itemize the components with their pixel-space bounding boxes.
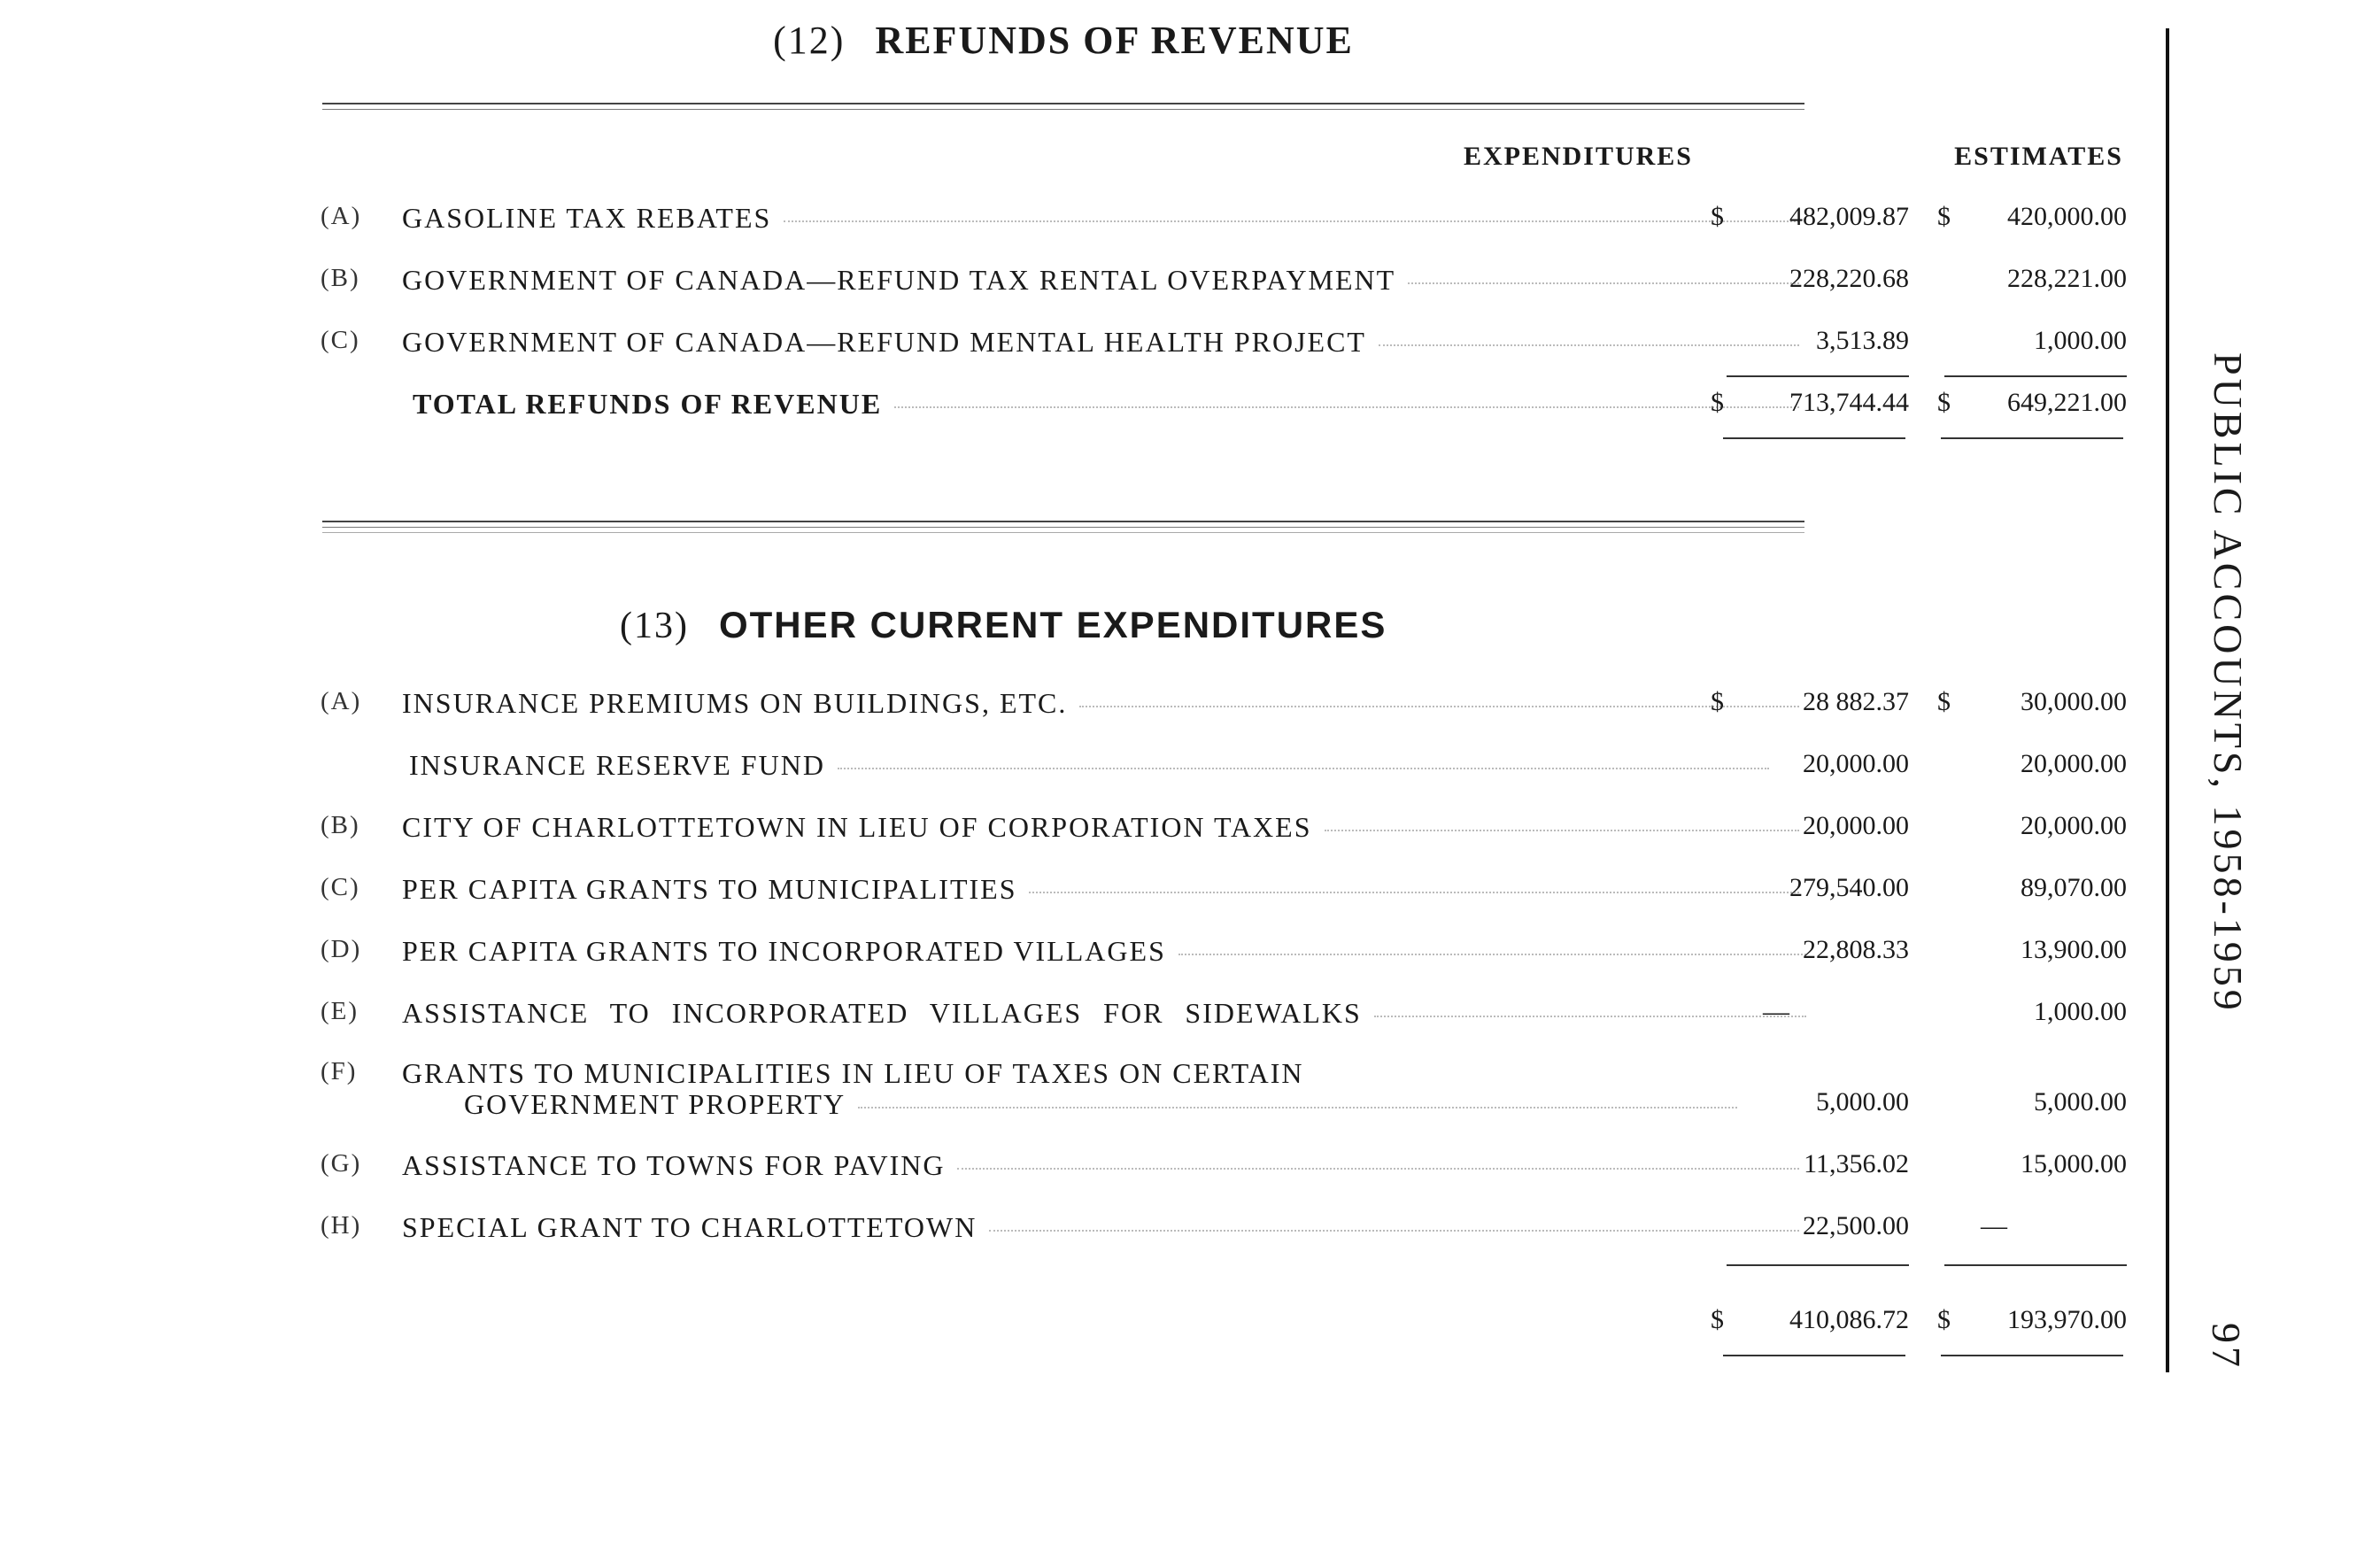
table-row xyxy=(321,264,2127,299)
row-letter: (B) xyxy=(321,264,360,292)
section-13-heading: OTHER CURRENT EXPENDITURES xyxy=(718,604,1387,645)
estimate-amount: — xyxy=(1981,1211,2007,1240)
expenditure-amount: 11,356.02 xyxy=(1804,1149,1909,1178)
estimate-amount: 15,000.00 xyxy=(2021,1149,2127,1178)
total-description: TOTAL REFUNDS OF REVENUE xyxy=(413,388,1829,421)
dollar-sign: $ xyxy=(1711,1305,1724,1334)
subtotal-rule xyxy=(1944,1264,2127,1266)
dollar-sign: $ xyxy=(1711,687,1724,716)
total-expenditure-amount: 410,086.72 xyxy=(1789,1305,1909,1334)
row-letter: (A) xyxy=(321,202,362,230)
row-letter: (C) xyxy=(321,326,360,354)
row-description: GASOLINE TAX REBATES xyxy=(402,202,1819,235)
expenditure-amount: 3,513.89 xyxy=(1816,326,1909,355)
total-estimate-amount: 649,221.00 xyxy=(2007,388,2127,417)
row-letter: (G) xyxy=(321,1149,362,1178)
estimate-amount: 20,000.00 xyxy=(2021,749,2127,778)
row-description: PER CAPITA GRANTS TO MUNICIPALITIES xyxy=(402,873,1819,906)
row-letter: (F) xyxy=(321,1057,358,1085)
section-13-number: (13) xyxy=(620,606,689,646)
total-estimate-amount: 193,970.00 xyxy=(2007,1305,2127,1334)
row-letter: (B) xyxy=(321,811,360,839)
page-number: 97 xyxy=(2204,1323,2249,1371)
row-description-line-1: GRANTS TO MUNICIPALITIES IN LIEU OF TAXES ON CERTAIN xyxy=(402,1057,1304,1089)
subtotal-rule xyxy=(1727,375,1909,377)
table-row xyxy=(321,202,2127,237)
total-row xyxy=(321,1305,2127,1340)
row-letter: (C) xyxy=(321,873,360,901)
estimate-amount: 228,221.00 xyxy=(2007,264,2127,293)
dollar-sign: $ xyxy=(1711,202,1724,231)
row-description-line-2: GOVERNMENT PROPERTY xyxy=(464,1088,1819,1121)
dollar-sign: $ xyxy=(1937,1305,1951,1334)
dollar-sign: $ xyxy=(1711,388,1724,417)
margin-vertical-rule xyxy=(2166,28,2169,1372)
expenditure-amount: 20,000.00 xyxy=(1803,749,1909,778)
expenditure-amount: 22,500.00 xyxy=(1803,1211,1909,1240)
table-row xyxy=(321,1057,2127,1128)
expenditure-amount: 22,808.33 xyxy=(1803,935,1909,964)
table-row xyxy=(321,1149,2127,1185)
expenditure-amount: 482,009.87 xyxy=(1789,202,1909,231)
table-row xyxy=(321,326,2127,361)
estimate-amount: 1,000.00 xyxy=(2034,997,2127,1026)
expenditure-amount: 279,540.00 xyxy=(1789,873,1909,902)
dollar-sign: $ xyxy=(1937,202,1951,231)
estimate-amount: 13,900.00 xyxy=(2021,935,2127,964)
total-underline xyxy=(1723,437,1905,439)
estimate-amount: 5,000.00 xyxy=(2034,1087,2127,1116)
row-description: INSURANCE PREMIUMS ON BUILDINGS, ETC. xyxy=(402,687,1819,720)
section-12-title xyxy=(322,18,1804,63)
table-row xyxy=(321,935,2127,970)
table-row xyxy=(321,749,2127,784)
row-description: GOVERNMENT OF CANADA—REFUND MENTAL HEALTH PROJECT xyxy=(402,326,1819,359)
estimate-amount: 89,070.00 xyxy=(2021,873,2127,902)
section-12-top-rule xyxy=(322,103,1804,110)
row-description xyxy=(402,1057,1819,1121)
section-13-title xyxy=(620,604,1387,647)
row-description: ASSISTANCE TO INCORPORATED VILLAGES FOR SIDEWALKS xyxy=(402,997,1819,1030)
row-description: CITY OF CHARLOTTETOWN IN LIEU OF CORPORATION TAXES xyxy=(402,811,1819,844)
row-description: PER CAPITA GRANTS TO INCORPORATED VILLAGES xyxy=(402,935,1819,968)
running-head: PUBLIC ACCOUNTS, 1958-1959 xyxy=(2206,352,2251,1014)
dollar-sign: $ xyxy=(1937,388,1951,417)
total-underline xyxy=(1723,1355,1905,1356)
table-row xyxy=(321,873,2127,908)
estimate-amount: 20,000.00 xyxy=(2021,811,2127,840)
subtotal-rule xyxy=(1727,1264,1909,1266)
column-header-estimates: ESTIMATES xyxy=(1954,142,2123,171)
row-description: SPECIAL GRANT TO CHARLOTTETOWN xyxy=(402,1211,1819,1244)
expenditure-amount: 20,000.00 xyxy=(1803,811,1909,840)
expenditure-amount: 228,220.68 xyxy=(1789,264,1909,293)
row-letter: (H) xyxy=(321,1211,362,1240)
expenditure-amount: — xyxy=(1763,997,1789,1026)
total-expenditure-amount: 713,744.44 xyxy=(1789,388,1909,417)
dollar-sign: $ xyxy=(1937,687,1951,716)
total-underline xyxy=(1941,437,2123,439)
table-row xyxy=(321,811,2127,846)
table-row xyxy=(321,687,2127,722)
row-letter: (D) xyxy=(321,935,362,963)
estimate-amount: 420,000.00 xyxy=(2007,202,2127,231)
table-row xyxy=(321,1211,2127,1247)
row-description: INSURANCE RESERVE FUND xyxy=(409,749,1826,782)
table-row xyxy=(321,997,2127,1032)
subtotal-rule xyxy=(1944,375,2127,377)
section-divider-rule xyxy=(322,521,1804,533)
section-12-number: (12) xyxy=(773,19,846,62)
expenditure-amount: 28 882.37 xyxy=(1803,687,1909,716)
column-header-expenditures: EXPENDITURES xyxy=(1463,142,1693,171)
total-row xyxy=(321,388,2127,423)
total-underline xyxy=(1941,1355,2123,1356)
section-12-heading: REFUNDS OF REVENUE xyxy=(875,19,1354,62)
row-description: ASSISTANCE TO TOWNS FOR PAVING xyxy=(402,1149,1819,1182)
row-description: GOVERNMENT OF CANADA—REFUND TAX RENTAL OVERPAYMENT xyxy=(402,264,1819,297)
row-letter: (E) xyxy=(321,997,359,1025)
expenditure-amount: 5,000.00 xyxy=(1816,1087,1909,1116)
estimate-amount: 1,000.00 xyxy=(2034,326,2127,355)
estimate-amount: 30,000.00 xyxy=(2021,687,2127,716)
row-letter: (A) xyxy=(321,687,362,715)
